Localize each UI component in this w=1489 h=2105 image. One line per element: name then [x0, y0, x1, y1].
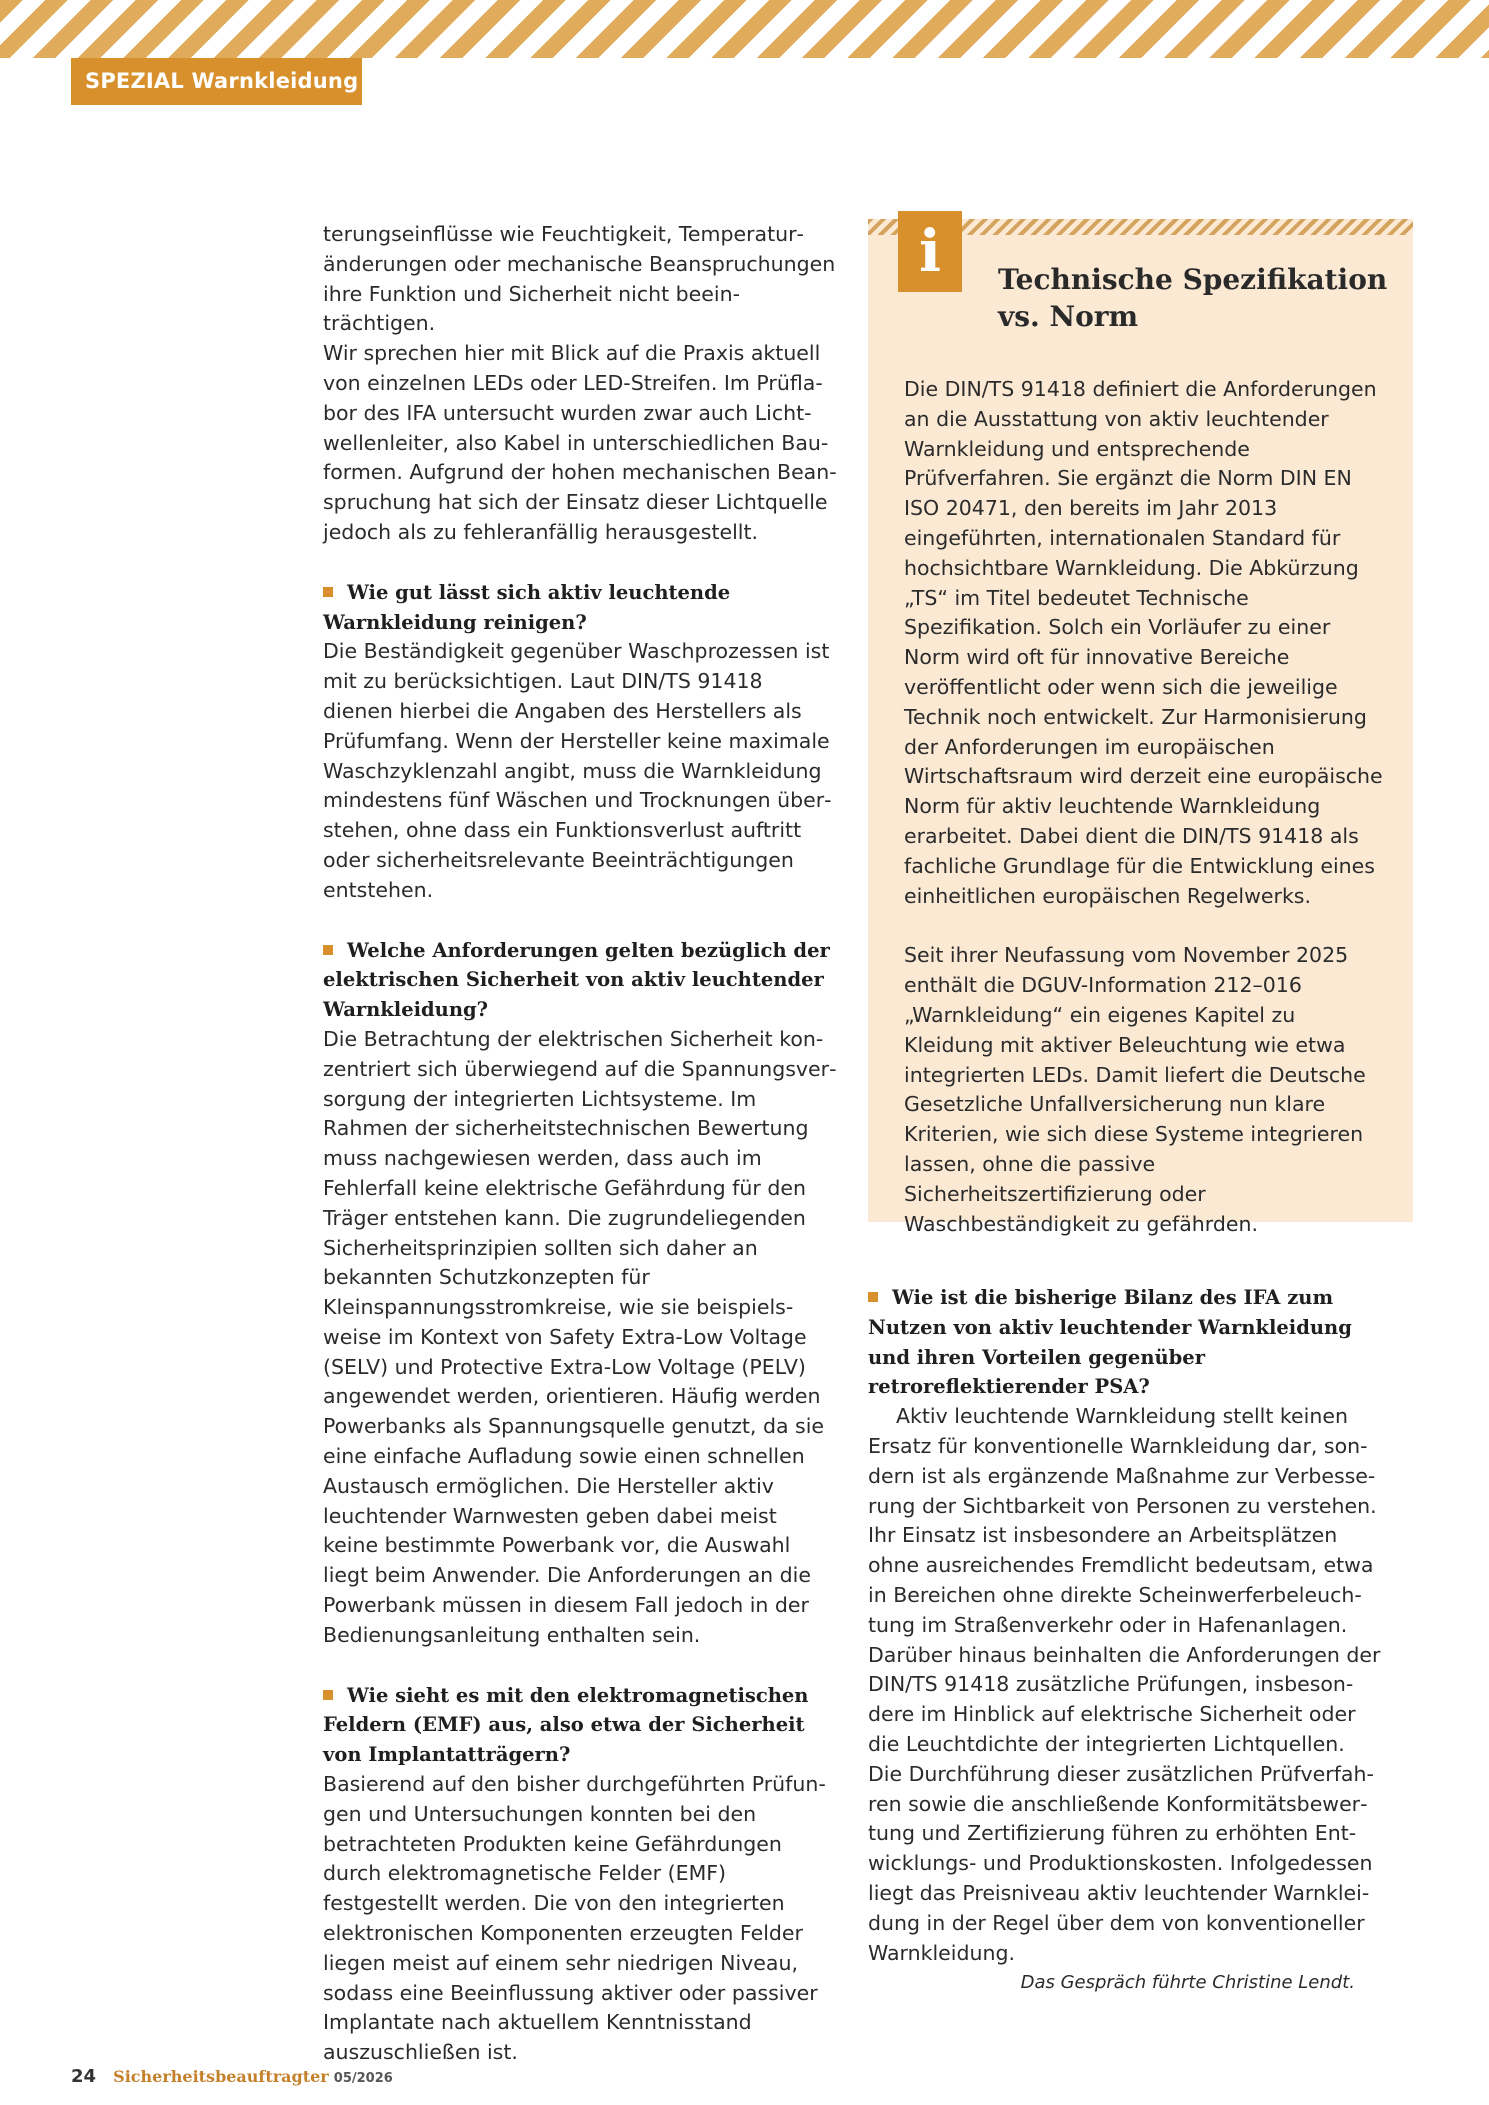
square-bullet-icon	[323, 945, 333, 955]
answer: Die Betrachtung der elektrischen Sicherheit konzentriert sich überwiegend auf die Spannungsversorgung der integrierten Lichtsysteme. Im Rahmen der sicherheitstechnischen Bewertung muss nachgewiesen werden, dass auch im Fehlerfall keine elektrische Gefährdung für den Träger entstehen kann. Die zugrundeliegenden Sicherheitsprinzipien sollten sich daher an bekannten Schutzkonzepten für Kleinspannungsstromkreise, wie sie beispielsweise im Kontext von Safety Extra-Low Voltage (SELV) und Protective Extra-Low Voltage (PELV) angewendet werden, orientieren. Häufig werden Powerbanks als Spannungsquelle genutzt, da sie eine einfache Aufladung sowie einen schnellen Austausch ermöglichen. Die Hersteller aktiv leuchtender Warnwesten geben dabei meist keine bestimmte Powerbank vor, die Auswahl liegt beim Anwender. Die Anforderungen an die Powerbank müssen in diesem Fall jedoch in der Bedienungsanleitung enthalten sein.	[323, 1026, 837, 1647]
left-column	[323, 220, 837, 2068]
paragraph: terungseinflüsse wie Feuchtigkeit, Temperaturänderungen oder mechanische Beanspruchungen ihre Funktion und Sicherheit nicht beeinträchtigen.	[323, 222, 836, 336]
page-footer	[71, 2066, 393, 2087]
magazine-name: Sicherheitsbeauftragter	[113, 2067, 329, 2086]
right-column	[868, 1283, 1383, 1998]
issue-number: 05/2026	[333, 2071, 393, 2086]
question-heading: Wie ist die bisherige Bilanz des IFA zum Nutzen von aktiv leuchtender Warnkleidung und ihren Vorteilen gegenüber retroreflektierender PSA?	[868, 1286, 1352, 1399]
signature: Das Gespräch führte Christine Lendt.	[1020, 1972, 1355, 1994]
answer: Aktiv leuchtende Warnkleidung stellt keinen Ersatz für konventionelle Warnkleidung dar, sondern ist als ergänzende Maßnahme zur Verbesserung der Sichtbarkeit von Personen zu verstehen. Ihr Einsatz ist insbesondere an Arbeitsplätzen ohne ausreichendes Fremdlicht bedeutsam, etwa in Bereichen ohne direkte Scheinwerferbeleuchtung im Straßenverkehr oder in Hafenanlagen. Darüber hinaus beinhalten die Anforderungen der DIN/TS 91418 zusätzliche Prüfungen, insbesondere im Hinblick auf elektrische Sicherheit oder die Leuchtdichte der integrierten Lichtquellen. Die Durchführung dieser zusätzlichen Prüfverfahren sowie die anschließende Konformitätsbewertung und Zertifizierung führen zu erhöhten Entwicklungs- und Produktionskosten. Infolgedessen liegt das Preisniveau aktiv leuchtender Warnkleidung in der Regel über dem von konventioneller Warnkleidung.	[868, 1404, 1381, 1965]
paragraph: Die DIN/TS 91418 definiert die Anforderungen an die Ausstattung von aktiv leuchtender Warnkleidung und entsprechende Prüfverfahren. Sie ergänzt die Norm DIN EN ISO 20471, den bereits im Jahr 2013 eingeführten, internationalen Standard für hochsichtbare Warnkleidung. Die Abkürzung „TS“ im Titel bedeutet Technische Spezifikation. Solch ein Vorläufer zu einer Norm wird oft für innovative Bereiche veröffentlicht oder wenn sich die jeweilige Technik noch entwickelt. Zur Harmonisierung der Anforderungen im europäischen Wirtschaftsraum wird derzeit eine europäische Norm für aktiv leuchtende Warnkleidung erarbeitet. Dabei dient die DIN/TS 91418 als fachliche Grundlage für die Entwicklung eines einheitlichen europäischen Regelwerks.	[904, 377, 1383, 908]
header-stripes	[0, 0, 1489, 58]
paragraph: Seit ihrer Neufassung vom November 2025 enthält die DGUV-Information 212–016 „Warnkleidung“ ein eigenes Kapitel zu Kleidung mit aktiver Beleuchtung wie etwa integrierten LEDs. Damit liefert die Deutsche Gesetzliche Unfallversicherung nun klare Kriterien, wie sich diese Systeme integrieren lassen, ohne die passive Sicherheitszertifizierung oder Waschbeständigkeit zu gefährden.	[904, 943, 1366, 1236]
question-heading: Wie gut lässt sich aktiv leuchtende Warnkleidung reinigen?	[323, 580, 731, 634]
info-box-body	[904, 375, 1384, 1239]
answer: Die Beständigkeit gegenüber Waschprozessen ist mit zu berücksichtigen. Laut DIN/TS 91418 dienen hierbei die Angaben des Herstellers als Prüfumfang. Wenn der Hersteller keine maximale Waschzyklenzahl angibt, muss die Warnkleidung mindestens fünf Wäschen und Trocknungen überstehen, ohne dass ein Funktionsverlust auftritt oder sicherheitsrelevante Beeinträchtigungen entstehen.	[323, 639, 832, 902]
square-bullet-icon	[868, 1292, 878, 1302]
info-icon: i	[898, 211, 962, 292]
info-box	[868, 217, 1413, 1236]
question-heading: Wie sieht es mit den elektromagnetischen Feldern (EMF) aus, also etwa der Sicherheit von Implantatträgern?	[323, 1683, 809, 1767]
page-number: 24	[71, 2066, 97, 2087]
question-heading: Welche Anforderungen gelten bezüglich der elektrischen Sicherheit von aktiv leuchtender Warnkleidung?	[323, 938, 830, 1022]
section-tag: SPEZIAL Warnkleidung	[71, 58, 362, 105]
paragraph: Wir sprechen hier mit Blick auf die Praxis aktuell von einzelnen LEDs oder LED-Streifen. Im Prüflabor des IFA untersucht wurden zwar auch Lichtwellenleiter, also Kabel in unterschiedlichen Bauformen. Aufgrund der hohen mechanischen Beanspruchung hat sich der Einsatz dieser Lichtquelle jedoch als zu fehleranfällig herausgestellt.	[323, 341, 837, 544]
square-bullet-icon	[323, 1690, 333, 1700]
square-bullet-icon	[323, 587, 333, 597]
info-box-title: Technische Spezifikation vs. Norm	[998, 263, 1388, 333]
answer: Basierend auf den bisher durchgeführten Prüfungen und Untersuchungen konnten bei den betrachteten Produkten keine Gefährdungen durch elektromagnetische Felder (EMF) festgestellt werden. Die von den integrierten elektronischen Komponenten erzeugten Felder liegen meist auf einem sehr niedrigen Niveau, sodass eine Beeinflussung aktiver oder passiver Implantate nach aktuellem Kenntnisstand auszuschließen ist.	[323, 1772, 826, 2065]
